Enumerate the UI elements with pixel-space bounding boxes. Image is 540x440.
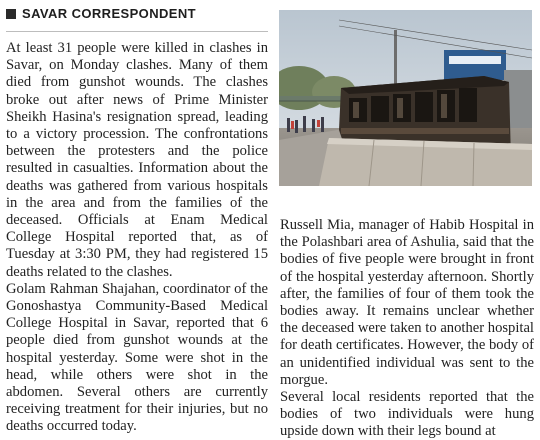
article-column-left [6,40,268,440]
byline-square-icon [6,9,16,19]
article-paragraph: At least 31 people were killed in clashes in Savar, on Monday clashes. Many of them died from gunshot wounds. The clashes broke out after news of Prime Minister Sheikh Hasina's resignation spread, leading to a victory procession. The confrontations between the protesters and the police resulted in casualties. Information about the deaths was gathered from various hospitals in the area and from the families of the deceased. Officials at Enam Medical College Hospital reported that, as of Tuesday at 3:30 PM, they had registered 15 deaths related to the clashes. [6,40,268,280]
byline [6,6,196,21]
article-paragraph: Several local residents reported that the bodies of two individuals were hung upside down with their legs bound at [280,389,534,440]
article-paragraph: Golam Rahman Shajahan, coordinator of the Gonoshastya Community-Based Medical College Hospital in Savar, reported that 6 people died from gunshot wounds at the hospital yesterday. Some were shot in the head, while others were shot in the abdomen. Several others are currently receiving treatment for their injuries, but no deaths occurred today. [6,280,268,435]
byline-text: SAVAR CORRESPONDENT [22,6,196,21]
article-paragraph: Russell Mia, manager of Habib Hospital in the Polashbari area of Ashulia, said that the bodies of five people were brought in front of the hospital yesterday afternoon. Shortly after, the families of four of them took the bodies away. It remains unclear whether the deceased were taken to another hospital for death certificates. However, the body of an unidentified individual was sent to the morgue. [280,217,534,388]
article-column-right [280,217,534,440]
byline-rule [6,31,268,32]
burnt-bus-photo [279,10,532,186]
article-photo [279,10,532,186]
